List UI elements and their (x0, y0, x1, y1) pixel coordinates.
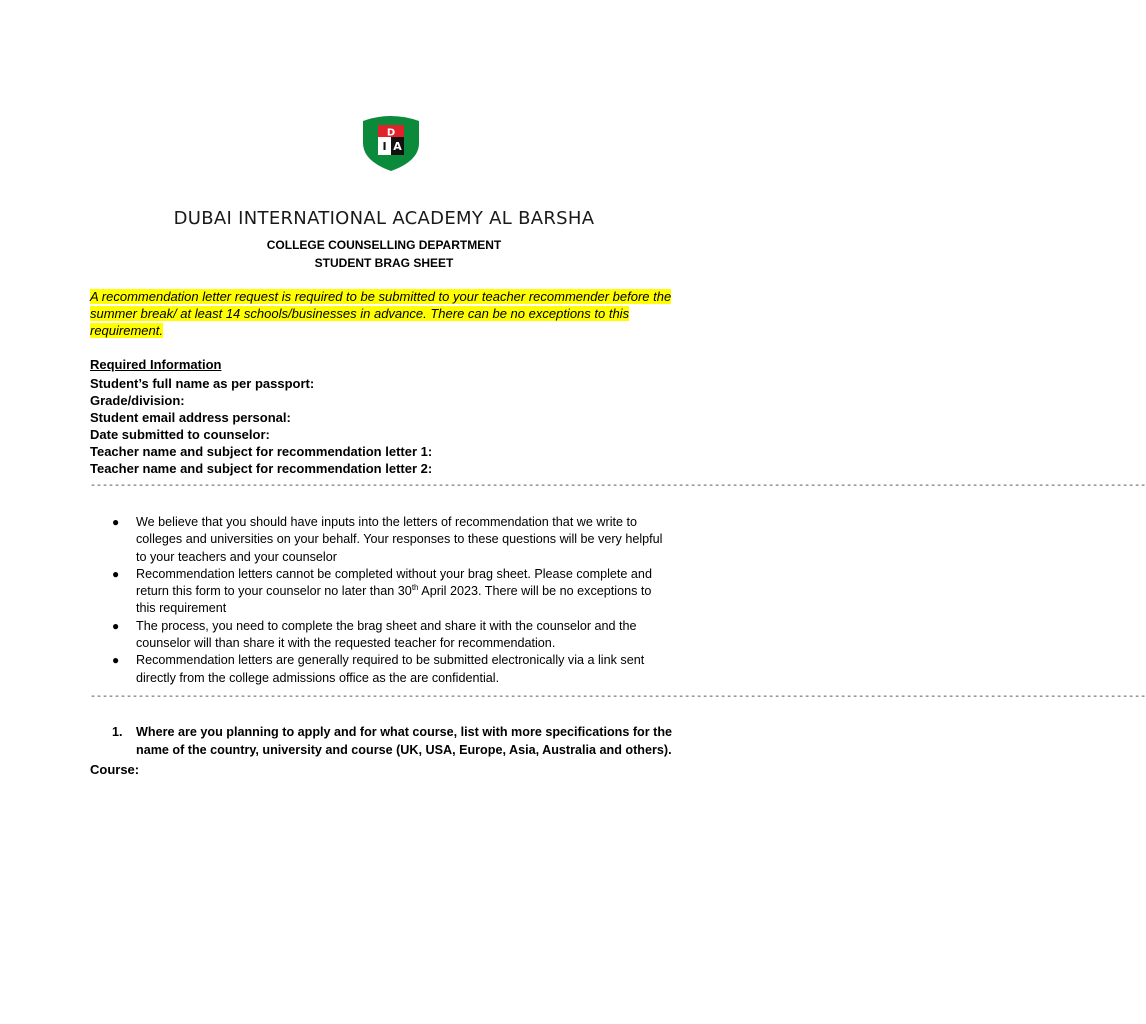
department-title: COLLEGE COUNSELLING DEPARTMENT (266, 238, 502, 252)
field-email: Student email address personal: (90, 410, 291, 425)
instructions-list (112, 514, 672, 687)
question-1 (112, 724, 672, 759)
bullet-icon: ● (112, 618, 120, 633)
instruction-item: ● Recommendation letters cannot be completed without your brag sheet. Please complete and return this form to your counselor no later than 30th April 2023. There will be no exceptions to this requirement (112, 566, 652, 616)
required-information-heading: Required Information (90, 357, 222, 372)
dashed-divider: -------------------------------------------------------------------------------------------------------------------------------------------------------------------------------- (90, 692, 1146, 703)
question-text: Where are you planning to apply and for what course, list with more specifications for the name of the country, university and course (UK, USA, Europe, Asia, Australia and others). (136, 725, 673, 757)
school-crest-logo (361, 113, 421, 171)
logo-letter-i: I (382, 140, 387, 153)
field-date-submitted: Date submitted to counselor: (90, 427, 270, 442)
question-number: 1. (112, 725, 123, 739)
deadline-notice (90, 288, 680, 339)
required-fields-list (90, 375, 432, 477)
bullet-icon: ● (112, 653, 120, 668)
bullet-icon: ● (112, 515, 120, 529)
sheet-title: STUDENT BRAG SHEET (314, 256, 454, 270)
course-label: Course: (90, 762, 140, 777)
logo-letter-d: D (386, 127, 396, 139)
field-grade-division: Grade/division: (90, 393, 185, 408)
field-teacher-1: Teacher name and subject for recommendation letter 1: (90, 444, 433, 459)
instruction-item: ● The process, you need to complete the brag sheet and share it with the counselor and the counselor will than share it with the requested teacher for recommendation. (112, 618, 637, 651)
highlighted-notice-text: A recommendation letter request is required to be submitted to your teacher recommender before the summer break/ at least 14 schools/businesses in advance. There can be no exceptions to this requirement. (90, 289, 672, 338)
dashed-divider: -------------------------------------------------------------------------------------------------------------------------------------------------------------------------------- (90, 481, 1146, 492)
school-name: DUBAI INTERNATIONAL ACADEMY AL BARSHA (173, 208, 595, 229)
bullet-icon: ● (112, 566, 120, 581)
instruction-item: ● We believe that you should have inputs into the letters of recommendation that we write to colleges and universities on your behalf. Your responses to these questions will be very helpful to your teachers and your counselor (112, 515, 663, 564)
field-teacher-2: Teacher name and subject for recommendation letter 2: (90, 461, 433, 476)
instruction-item: ● Recommendation letters are generally required to be submitted electronically via a link sent directly from the college admissions office as the are confidential. (112, 653, 645, 685)
logo-letter-a: A (393, 140, 402, 153)
field-full-name: Student’s full name as per passport: (90, 376, 315, 391)
